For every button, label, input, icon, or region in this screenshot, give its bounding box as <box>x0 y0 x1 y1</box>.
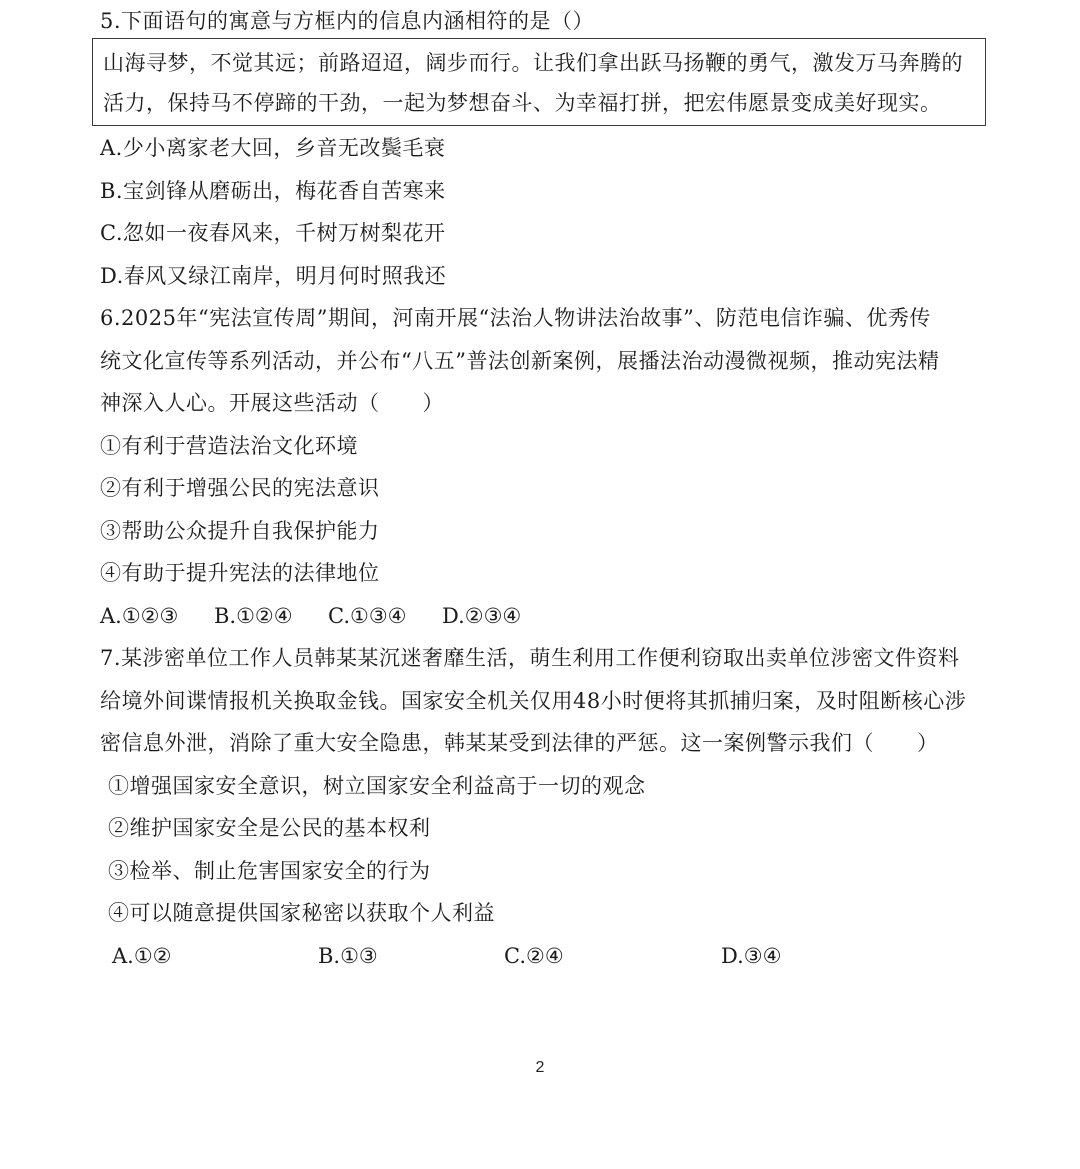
q7-item: ①增强国家安全意识，树立国家安全利益高于一切的观念 <box>108 774 646 798</box>
q6-item: ②有利于增强公民的宪法意识 <box>100 476 380 500</box>
q6-choice-c: C.①③④ <box>328 604 407 628</box>
q5-option-c: C.忽如一夜春风来，千树万树梨花开 <box>100 221 446 245</box>
q6-stem-line: 神深入人心。开展这些活动（ ） <box>100 391 444 415</box>
q5-quote-box <box>92 38 986 126</box>
q6-choice-a: A.①②③ <box>100 604 179 628</box>
q7-item: ④可以随意提供国家秘密以获取个人利益 <box>108 901 495 925</box>
q7-stem-line: 7.某涉密单位工作人员韩某某沉迷奢靡生活，萌生利用工作便利窃取出卖单位涉密文件资料 <box>100 646 960 670</box>
q7-item: ③检举、制止危害国家安全的行为 <box>108 859 431 883</box>
q6-stem-line: 统文化宣传等系列活动，并公布“八五”普法创新案例，展播法治动漫微视频，推动宪法精 <box>100 349 940 373</box>
q7-choice-a: A.①② <box>112 944 172 968</box>
q5-option-a: A.少小离家老大回，乡音无改鬓毛衰 <box>100 136 446 160</box>
q7-item: ②维护国家安全是公民的基本权利 <box>108 816 431 840</box>
q5-option-d: D.春风又绿江南岸，明月何时照我还 <box>100 264 447 288</box>
q7-choice-c: C.②④ <box>504 944 564 968</box>
q6-choice-d: D.②③④ <box>442 604 522 628</box>
q6-item: ①有利于营造法治文化环境 <box>100 434 358 458</box>
q5-quote-line: 山海寻梦，不觉其远；前路迢迢，阔步而行。让我们拿出跃马扬鞭的勇气，激发万马奔腾的 <box>103 51 963 75</box>
q5-quote-line: 活力，保持马不停蹄的干劲，一起为梦想奋斗、为幸福打拼，把宏伟愿景变成美好现实。 <box>103 91 942 115</box>
q6-choice-b: B.①②④ <box>214 604 293 628</box>
q6-stem-line: 6.2025年“宪法宣传周”期间，河南开展“法治人物讲法治故事”、防范电信诈骗、优秀传 <box>100 306 931 330</box>
page-number: 2 <box>535 1059 545 1076</box>
q7-choice-d: D.③④ <box>721 944 782 968</box>
q6-item: ④有助于提升宪法的法律地位 <box>100 561 380 585</box>
q5-option-b: B.宝剑锋从磨砺出，梅花香自苦寒来 <box>100 179 446 203</box>
q6-item: ③帮助公众提升自我保护能力 <box>100 519 380 543</box>
q7-choice-b: B.①③ <box>318 944 378 968</box>
q5-stem: 5.下面语句的寓意与方框内的信息内涵相符的是（） <box>100 9 595 33</box>
q7-stem-line: 给境外间谍情报机关换取金钱。国家安全机关仅用48小时便将其抓捕归案，及时阻断核心涉 <box>100 689 967 713</box>
q7-stem-line: 密信息外泄，消除了重大安全隐患，韩某某受到法律的严惩。这一案例警示我们（ ） <box>100 731 939 755</box>
